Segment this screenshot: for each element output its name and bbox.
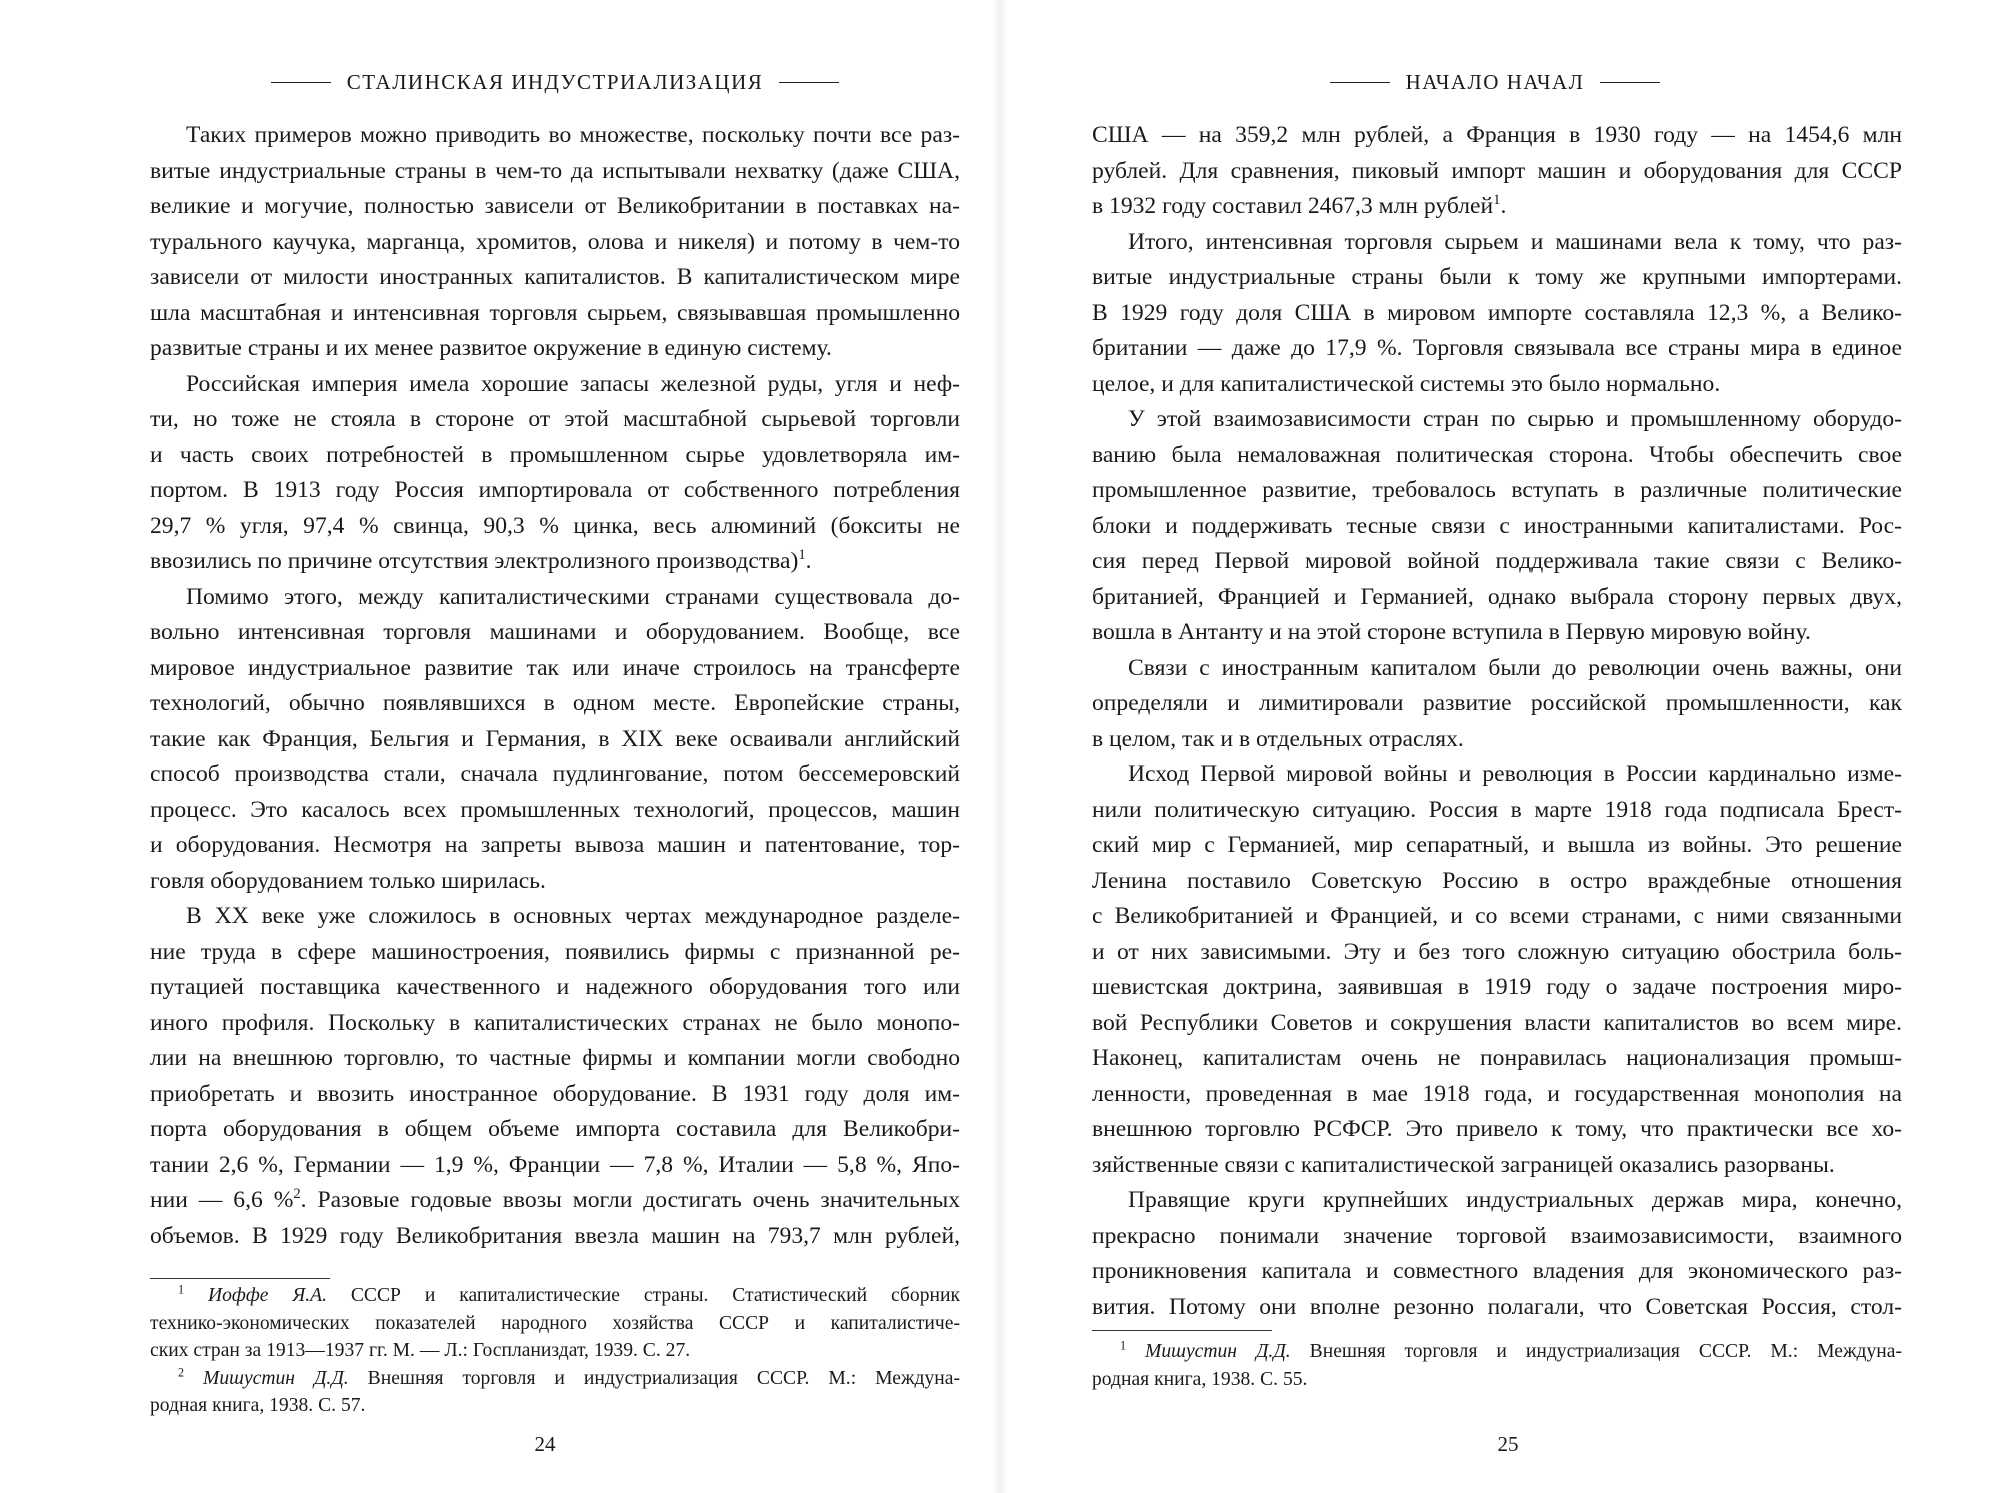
text-span: . xyxy=(805,548,812,574)
text-line: порта оборудования в общем объеме импорта составила для Великобри- xyxy=(150,1116,960,1142)
text-line: вошла в Антанту и на этой стороне вступила в Первую мировую войну. xyxy=(1092,619,1811,645)
page-number-left: 24 xyxy=(534,1432,556,1456)
footnote-text: Внешняя торговля и индустриализация СССР. М.: Междуна- xyxy=(1290,1341,1902,1362)
footnote-author: Мишустин Д.Д. xyxy=(1145,1341,1291,1362)
running-head-right xyxy=(1090,70,1900,95)
running-head-left xyxy=(150,70,960,95)
text-line: такие как Франция, Бельгия и Германия, в XIX веке осваивали английский xyxy=(150,725,960,752)
footnote-author: Мишустин Д.Д. xyxy=(203,1367,349,1389)
text-line: турального каучука, марганца, хромитов, олова и никеля) и потому в чем-то xyxy=(150,228,960,255)
text-line: США — на 359,2 млн рублей, а Франция в 1930 году — на 1454,6 млн xyxy=(1092,122,1902,148)
page-number-right: 25 xyxy=(1497,1432,1519,1456)
text-line: с Великобританией и Францией, и со всеми странами, с ними связанными xyxy=(1092,903,1902,929)
footnotes-right xyxy=(1092,1338,1902,1393)
text-line: витые индустриальные страны были к тому же крупными импортерами. xyxy=(1092,264,1902,290)
text-line: иного профиля. Поскольку в капиталистических странах не было монопо- xyxy=(150,1009,960,1036)
text-line: определяли и лимитировали развитие российской промышленности, как xyxy=(1092,690,1902,716)
text-line: Наконец, капиталистам очень не понравилась национализация промыш- xyxy=(1092,1045,1902,1071)
text-line: Ленина поставило Советскую Россию в остро враждебные отношения xyxy=(1092,867,1902,894)
text-line: нили политическую ситуацию. Россия в марте 1918 года подписала Брест- xyxy=(1092,796,1902,823)
text-line: шла масштабная и интенсивная торговля сырьем, связывавшая промышленно xyxy=(150,299,960,326)
text-line: процесс. Это касалось всех промышленных технологий, процессов, машин xyxy=(150,796,960,823)
footnote-line xyxy=(150,1282,960,1310)
text-line: говля оборудованием только ширилась. xyxy=(150,867,546,894)
text-span: ввозились по причине отсутствия электролизного производства) xyxy=(150,548,799,574)
footnote-line xyxy=(1092,1338,1902,1366)
text-line: сия перед Первой мировой войной поддерживала такие связи с Велико- xyxy=(1092,548,1902,574)
footnote-line xyxy=(150,1365,960,1393)
header-rule xyxy=(779,82,839,83)
text-line: ленности, проведенная в мае 1918 года, и государственная монополия на xyxy=(1092,1080,1902,1107)
text-line: и от них зависимыми. Эту и без того сложную ситуацию обострила боль- xyxy=(1092,938,1902,965)
text-line: целое, и для капиталистической системы это было нормально. xyxy=(1092,370,1721,397)
footnote-text: СССР и капиталистические страны. Статистический сборник xyxy=(326,1285,960,1306)
text-line: вития. Потому они вполне резонно полагали, что Советская Россия, стол- xyxy=(1092,1293,1902,1320)
text-line: Помимо этого, между капиталистическими странами существовала до- xyxy=(186,583,960,610)
text-line: Итого, интенсивная торговля сырьем и машинами вела к тому, что раз- xyxy=(1128,228,1902,255)
body-text-right xyxy=(1092,118,1902,1325)
text-span: нии — 6,6 % xyxy=(150,1187,294,1213)
text-line: Российская империя имела хорошие запасы железной руды, угля и неф- xyxy=(186,370,960,397)
text-line xyxy=(1092,189,1902,225)
footnote-line: ских стран за 1913—1937 гг. М. — Л.: Госпланиздат, 1939. С. 27. xyxy=(150,1340,691,1361)
text-line: вольно интенсивная торговля машинами и оборудованием. Вообще, все xyxy=(150,619,960,645)
text-line: У этой взаимозависимости стран по сырью и промышленному оборудо- xyxy=(1128,406,1902,432)
header-rule xyxy=(271,82,331,83)
text-line: лии на внешнюю торговлю, то частные фирмы и компании могли свободно xyxy=(150,1045,960,1071)
text-line: британии — даже до 17,9 %. Торговля связывала все страны мира в единое xyxy=(1092,335,1902,361)
header-rule xyxy=(1600,82,1660,83)
text-line: В XX веке уже сложилось в основных чертах международное разделе- xyxy=(186,903,960,929)
text-line: зяйственные связи с капиталистической заграницей оказались разорваны. xyxy=(1092,1151,1835,1178)
footnote-line: технико-экономических показателей народного хозяйства СССР и капиталистиче- xyxy=(150,1312,960,1334)
text-line: блоки и поддерживать тесные связи с иностранными капиталистами. Рос- xyxy=(1092,512,1902,539)
text-line: ти, но тоже не стояла в стороне от этой масштабной сырьевой торговли xyxy=(150,406,960,432)
text-line: путацией поставщика качественного и надежного оборудования того или xyxy=(150,974,960,1000)
text-line: и часть своих потребностей в промышленном сырье удовлетворяла им- xyxy=(150,441,960,468)
text-line: Исход Первой мировой войны и революция в России кардинально изме- xyxy=(1128,761,1902,787)
text-line: вой Республики Советов и сокрушения власти капиталистов во всем мире. xyxy=(1092,1009,1902,1036)
text-line xyxy=(150,1183,960,1219)
text-line: объемов. В 1929 году Великобритания ввезла машин на 793,7 млн рублей, xyxy=(150,1222,960,1249)
text-span: . Разовые годовые ввозы могли достигать очень значительных xyxy=(300,1187,960,1213)
text-line xyxy=(150,544,960,580)
text-line: ский мир с Германией, мир сепаратный, и вышла из войны. Это решение xyxy=(1092,832,1902,858)
text-line: внешнюю торговлю РСФСР. Это привело к тому, что практически все хо- xyxy=(1092,1116,1902,1142)
text-line: ванию была немаловажная политическая сторона. Чтобы обеспечить свое xyxy=(1092,441,1902,468)
text-line: великие и могучие, полностью зависели от Великобритании в поставках на- xyxy=(150,193,960,219)
footnote-line: родная книга, 1938. С. 55. xyxy=(1092,1368,1308,1390)
text-line: и оборудования. Несмотря на запреты вывоза машин и патентование, тор- xyxy=(150,832,960,858)
text-line: зависели от милости иностранных капиталистов. В капиталистическом мире xyxy=(150,264,960,290)
text-line: ние труда в сфере машиностроения, появились фирмы с признанной ре- xyxy=(150,938,960,965)
footnote-number: 1 xyxy=(178,1282,185,1297)
running-head-title: НАЧАЛО НАЧАЛ xyxy=(1405,70,1585,94)
text-line: В 1929 году доля США в мировом импорте составляла 12,3 %, а Велико- xyxy=(1092,299,1902,326)
text-line: 29,7 % угля, 97,4 % свинца, 90,3 % цинка, весь алюминий (бокситы не xyxy=(150,512,960,539)
right-page xyxy=(1000,0,2000,1493)
footnote-author: Иоффе Я.А. xyxy=(207,1285,327,1306)
footnote-separator xyxy=(1092,1330,1272,1331)
footnote-mark: 1 xyxy=(1493,192,1501,209)
text-line: мировое индустриальное развитие так или иначе строилось на трансферте xyxy=(150,654,960,681)
text-line: Таких примеров можно приводить во множестве, поскольку почти все раз- xyxy=(186,122,960,148)
text-line: прекрасно понимали значение торговой взаимозависимости, взаимного xyxy=(1092,1222,1902,1249)
text-line: портом. В 1913 году Россия импортировала от собственного потребления xyxy=(150,477,960,503)
text-line: развитые страны и их менее развитое окружение в единую систему. xyxy=(150,335,832,361)
text-line: тании 2,6 %, Германии — 1,9 %, Франции — 7,8 %, Италии — 5,8 %, Япо- xyxy=(150,1151,960,1178)
footnote-separator xyxy=(150,1278,330,1279)
text-line: технологий, обычно появлявшихся в одном месте. Европейские страны, xyxy=(150,690,960,716)
text-line: Связи с иностранным капиталом были до революции очень важны, они xyxy=(1128,654,1902,681)
text-line: шевистская доктрина, заявившая в 1919 году о задаче построения миро- xyxy=(1092,974,1902,1000)
text-span: . xyxy=(1500,193,1507,219)
text-line: витые индустриальные страны в чем-то да испытывали нехватку (даже США, xyxy=(150,157,960,184)
footnote-number: 1 xyxy=(1120,1338,1127,1353)
text-line: проникновения капитала и совместного владения для экономического раз- xyxy=(1092,1258,1902,1284)
header-rule xyxy=(1330,82,1390,83)
footnote-line: родная книга, 1938. С. 57. xyxy=(150,1395,366,1416)
text-span: в 1932 году составил 2467,3 млн рублей xyxy=(1092,193,1494,219)
footnote-mark: 2 xyxy=(293,1186,301,1203)
text-line: британией, Францией и Германией, однако выбрала сторону первых двух, xyxy=(1092,583,1902,610)
text-line: Правящие круги крупнейших индустриальных держав мира, конечно, xyxy=(1128,1187,1902,1213)
text-line: промышленное развитие, требовалось вступать в различные политические xyxy=(1092,477,1902,503)
footnote-number: 2 xyxy=(178,1364,185,1379)
footnote-mark: 1 xyxy=(798,547,806,564)
text-line: приобретать и ввозить иностранное оборудование. В 1931 году доля им- xyxy=(150,1080,960,1107)
footnotes-left xyxy=(150,1282,960,1420)
footnote-text: Внешняя торговля и индустриализация СССР. М.: Междуна- xyxy=(348,1367,960,1389)
text-line: рублей. Для сравнения, пиковый импорт машин и оборудования для СССР xyxy=(1092,157,1902,184)
text-line: в целом, так и в отдельных отраслях. xyxy=(1092,725,1464,752)
running-head-title: СТАЛИНСКАЯ ИНДУСТРИАЛИЗАЦИЯ xyxy=(346,70,764,94)
body-text-left xyxy=(150,118,960,1254)
text-line: способ производства стали, сначала пудлингование, потом бессемеровский xyxy=(150,761,960,787)
